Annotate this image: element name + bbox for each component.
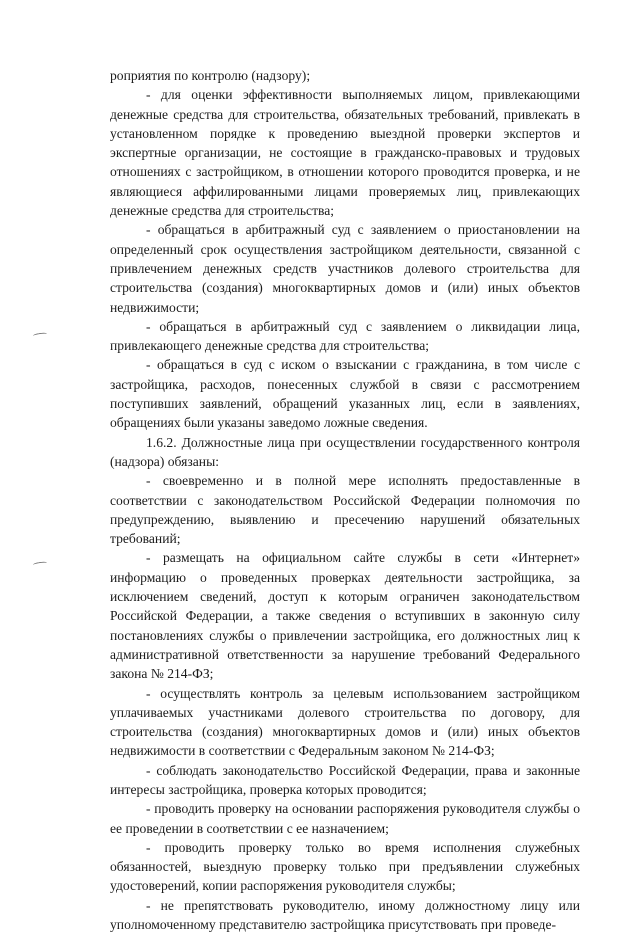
- paragraph-exercise-powers: - своевременно и в полной мере исполнять предоставленные в соответствии с законодательством Российской Федерации полномочия по предупреждению, выявлению и пресечению нарушений обязательных требований;: [110, 473, 580, 547]
- margin-mark: [33, 332, 47, 338]
- document-body: [110, 66, 580, 934]
- paragraph-expert-engagement: - для оценки эффективности выполняемых лицом, привлекающими денежные средства для строительства, обязательных требований, привлекать в установленном порядке к проведению выездной проверки экспертов и экспертные организации, не состоящие в гражданско-правовых и трудовых отношениях с застройщиком, в отношении которого проводится проверка, и не являющиеся аффилированными лицами проверяемых лиц, привлекающих денежные средства для строительства;: [110, 87, 580, 219]
- paragraph-inspection-duty-time: - проводить проверку только во время исполнения служебных обязанностей, выездную проверку только при предъявлении служебных удостоверений, копии распоряжения руководителя службы;: [110, 839, 580, 894]
- paragraph-no-obstruction: - не препятствовать руководителю, иному должностному лицу или уполномоченному представителю застройщика присутствовать при проведе-: [110, 897, 580, 933]
- paragraph-inspection-basis: - проводить проверку на основании распоряжения руководителя службы о ее проведении в соответствии с ее назначением;: [110, 801, 580, 836]
- paragraph-suspension-claim: - обращаться в арбитражный суд с заявлением о приостановлении на определенный срок осуществления застройщиком деятельности, связанной с привлечением денежных средств участников долевого строительства для строительства (создания) многоквартирных домов и (или) иных объектов недвижимости;: [110, 222, 580, 315]
- paragraph-targeted-use-control: - осуществлять контроль за целевым использованием застройщиком уплачиваемых участниками долевого строительства по договору, для строительства (создания) многоквартирных домов и (или) иных объектов недвижимости в соответствии с Федеральным законом № 214-ФЗ;: [110, 685, 580, 759]
- paragraph-publish-info: - размещать на официальном сайте службы в сети «Интернет» информацию о проведенных проверках деятельности застройщика, за исключением сведений, доступ к которым ограничен законодательством Российской Федерации, а также сведения о вступивших в законную силу постановлениях службы о привлечении застройщика, его должностных лиц к административной ответственности за нарушение требований Федерального закона № 214-ФЗ;: [110, 550, 580, 682]
- paragraph-liquidation-claim: - обращаться в арбитражный суд с заявлением о ликвидации лица, привлекающего денежные средства для строительства;: [110, 318, 580, 354]
- paragraph-cost-recovery-claim: - обращаться в суд с иском о взыскании с гражданина, в том числе с застройщика, расходов, понесенных службой в связи с рассмотрением поступивших заявлений, обращений указанных лиц, если в заявлениях, обращениях были указаны заведомо ложные сведения.: [110, 357, 580, 431]
- section-heading-1-6-2: 1.6.2. Должностные лица при осуществлении государственного контроля (надзора) обязаны:: [110, 434, 580, 469]
- paragraph-continuation: роприятия по контролю (надзору);: [110, 68, 311, 83]
- margin-mark: [33, 561, 47, 567]
- paragraph-observe-law: - соблюдать законодательство Российской Федерации, права и законные интересы застройщика, проверка которых проводится;: [110, 762, 580, 797]
